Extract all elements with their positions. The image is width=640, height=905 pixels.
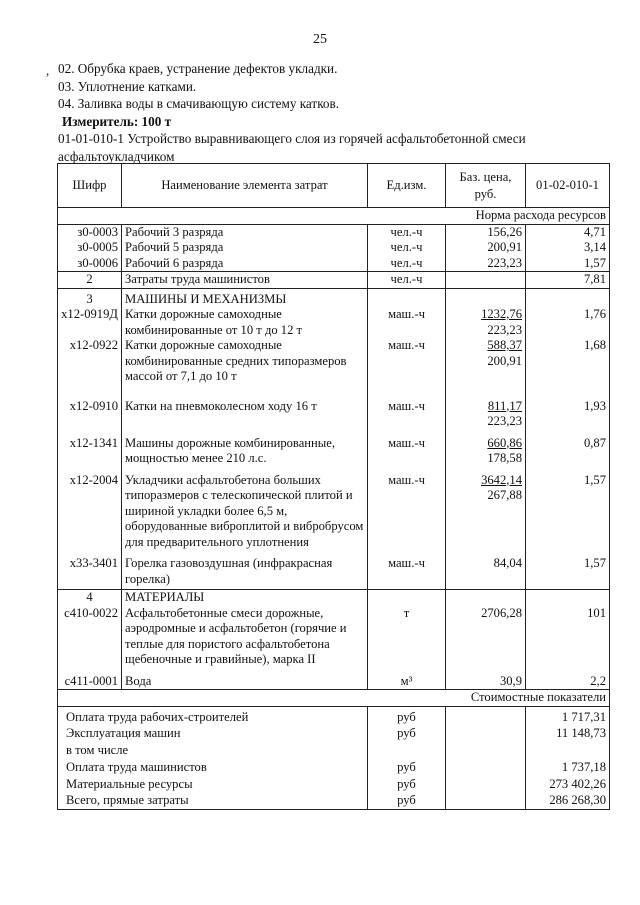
- row-price: [446, 307, 526, 338]
- section-number: 4: [58, 590, 122, 606]
- row-name: Рабочий 5 разряда: [122, 240, 368, 256]
- cost-caption-row: [58, 690, 610, 707]
- norm-caption-row: [58, 208, 610, 225]
- row-price: [446, 385, 526, 430]
- row-unit: маш.-ч: [368, 550, 446, 590]
- row-norm: 1,57: [526, 467, 610, 551]
- row-unit: маш.-ч: [368, 307, 446, 338]
- row-name: Вода: [122, 674, 368, 690]
- total-unit: руб: [368, 759, 446, 776]
- row-name: Рабочий 3 разряда: [122, 224, 368, 240]
- section-title: МАТЕРИАЛЫ: [122, 590, 368, 606]
- row-norm: 3,14: [526, 240, 610, 256]
- total-price: [446, 706, 526, 725]
- row-code: х12-2004: [58, 467, 122, 551]
- intro-line: 02. Обрубка краев, устранение дефектов укладки.: [58, 61, 338, 76]
- total-row: [58, 792, 610, 809]
- total-value: 11 148,73: [526, 725, 610, 742]
- row-name: Затраты труда машинистов: [122, 272, 368, 289]
- table-row: [58, 550, 610, 590]
- section-row-machines: [58, 288, 610, 307]
- row-norm: [526, 288, 610, 307]
- row-price: 84,04: [446, 550, 526, 590]
- row-norm: 101: [526, 606, 610, 674]
- header-code: Шифр: [58, 164, 122, 208]
- section-title: МАШИНЫ И МЕХАНИЗМЫ: [122, 288, 368, 307]
- price-total: 660,86: [487, 435, 522, 450]
- row-unit: чел.-ч: [368, 272, 446, 289]
- row-code: с410-0022: [58, 606, 122, 674]
- intro-block: [58, 60, 618, 165]
- table-row: [58, 674, 610, 690]
- section-number: 3: [58, 288, 122, 307]
- row-norm: 2,2: [526, 674, 610, 690]
- table-row: [58, 256, 610, 272]
- row-unit: маш.-ч: [368, 430, 446, 467]
- row-norm: [526, 590, 610, 606]
- description-line: 01-01-010-1 Устройство выравнивающего слоя из горячей асфальтобетонной смеси: [58, 131, 526, 146]
- total-unit: [368, 742, 446, 759]
- table-row: [58, 224, 610, 240]
- total-price: [446, 759, 526, 776]
- total-name: в том числе: [58, 742, 368, 759]
- row-price: [446, 272, 526, 289]
- row-unit: маш.-ч: [368, 338, 446, 385]
- total-price: [446, 742, 526, 759]
- row-price: [446, 288, 526, 307]
- total-value: 1 717,31: [526, 706, 610, 725]
- row-unit: чел.-ч: [368, 240, 446, 256]
- total-row: [58, 742, 610, 759]
- total-row: [58, 776, 610, 793]
- table-row: [58, 385, 610, 430]
- row-norm: 4,71: [526, 224, 610, 240]
- row-name: Рабочий 6 разряда: [122, 256, 368, 272]
- row-name: Горелка газовоздушная (инфракрасная горелка): [122, 550, 368, 590]
- row-name: Машины дорожные комбинированные, мощностью менее 210 л.с.: [122, 430, 368, 467]
- total-value: 1 737,18: [526, 759, 610, 776]
- row-unit: чел.-ч: [368, 224, 446, 240]
- row-unit: [368, 590, 446, 606]
- header-unit: Ед.изм.: [368, 164, 446, 208]
- total-name: Оплата труда машинистов: [58, 759, 368, 776]
- total-name: Эксплуатация машин: [58, 725, 368, 742]
- row-name: Катки на пневмоколесном ходу 16 т: [122, 385, 368, 430]
- row-name: Катки дорожные самоходные комбинированные от 10 т до 12 т: [122, 307, 368, 338]
- row-name: Укладчики асфальтобетона больших типоразмеров с телескопической плитой и шириной укладки более 6,5 м, оборудованные виброплитой и вибробрусом для предварительного уплотнения: [122, 467, 368, 551]
- row-norm: 0,87: [526, 430, 610, 467]
- total-name: Оплата труда рабочих-строителей: [58, 706, 368, 725]
- machinists-row: [58, 272, 610, 289]
- total-unit: руб: [368, 706, 446, 725]
- price-wages: 267,88: [487, 488, 522, 502]
- intro-line: 03. Уплотнение катками.: [58, 78, 197, 94]
- table-header: [58, 164, 610, 208]
- row-unit: [368, 288, 446, 307]
- price-total: 811,17: [487, 398, 522, 413]
- total-value: 286 268,30: [526, 792, 610, 809]
- total-price: [446, 776, 526, 793]
- norm-caption: Норма расхода ресурсов: [58, 208, 610, 225]
- section-row-materials: [58, 590, 610, 606]
- price-wages: 200,91: [487, 353, 522, 368]
- table-row: [58, 430, 610, 467]
- row-norm: 1,68: [526, 338, 610, 385]
- total-unit: руб: [368, 725, 446, 742]
- total-row: [58, 706, 610, 725]
- row-price: 156,26: [446, 224, 526, 240]
- row-price: 223,23: [446, 256, 526, 272]
- row-price: [446, 467, 526, 551]
- price-wages: 178,58: [487, 451, 522, 465]
- cost-caption: Стоимостные показатели: [58, 690, 610, 707]
- row-name: Катки дорожные самоходные комбинированные средних типоразмеров массой от 7,1 до 10 т: [122, 338, 368, 385]
- row-unit: т: [368, 606, 446, 674]
- margin-mark: ,: [46, 63, 50, 78]
- row-price: 30,9: [446, 674, 526, 690]
- row-code: х12-0922: [58, 338, 122, 385]
- row-price: [446, 338, 526, 385]
- section-number: 2: [58, 272, 122, 289]
- total-value: 273 402,26: [526, 776, 610, 793]
- price-wages: 223,23: [487, 322, 522, 337]
- resource-table: [57, 163, 610, 810]
- total-price: [446, 725, 526, 742]
- total-row: [58, 759, 610, 776]
- description-line: асфальтоукладчиком: [58, 148, 175, 164]
- row-code: х12-1341: [58, 430, 122, 467]
- total-unit: руб: [368, 792, 446, 809]
- table-row: [58, 467, 610, 551]
- intro-line: 04. Заливка воды в смачивающую систему катков.: [58, 96, 340, 111]
- row-code: с411-0001: [58, 674, 122, 690]
- table-row: [58, 307, 610, 338]
- total-unit: руб: [368, 776, 446, 793]
- row-norm: 7,81: [526, 272, 610, 289]
- row-price: 200,91: [446, 240, 526, 256]
- row-code: х12-0919Д: [58, 307, 122, 338]
- price-total: 1232,76: [481, 307, 522, 321]
- header-price: Баз. цена, руб.: [446, 164, 526, 208]
- row-unit: маш.-ч: [368, 385, 446, 430]
- total-price: [446, 792, 526, 809]
- row-name: Асфальтобетонные смеси дорожные, аэродромные и асфальтобетон (горячие и теплые для пористого асфальтобетона щебеночные и гравийные), марка II: [122, 606, 368, 674]
- total-name: Материальные ресурсы: [58, 776, 368, 793]
- row-price: [446, 430, 526, 467]
- page-number: 25: [313, 32, 327, 47]
- total-name: Всего, прямые затраты: [58, 792, 368, 809]
- row-code: з0-0003: [58, 224, 122, 240]
- row-price: 2706,28: [446, 606, 526, 674]
- row-unit: чел.-ч: [368, 256, 446, 272]
- row-code: з0-0005: [58, 240, 122, 256]
- row-code: з0-0006: [58, 256, 122, 272]
- header-name: Наименование элемента затрат: [122, 164, 368, 208]
- row-code: х12-0910: [58, 385, 122, 430]
- table-row: [58, 240, 610, 256]
- row-norm: 1,57: [526, 256, 610, 272]
- price-wages: 223,23: [487, 414, 522, 428]
- row-unit: маш.-ч: [368, 467, 446, 551]
- header-norm: 01-02-010-1: [526, 164, 610, 208]
- row-unit: м³: [368, 674, 446, 690]
- table-row: [58, 338, 610, 385]
- row-code: х33-3401: [58, 550, 122, 590]
- price-total: 588,37: [487, 338, 522, 352]
- total-row: [58, 725, 610, 742]
- row-price: [446, 590, 526, 606]
- price-total: 3642,14: [481, 472, 522, 487]
- table-row: [58, 606, 610, 674]
- row-norm: 1,93: [526, 385, 610, 430]
- total-value: [526, 742, 610, 759]
- row-norm: 1,76: [526, 307, 610, 338]
- measure-line: Измеритель: 100 т: [62, 113, 172, 129]
- row-norm: 1,57: [526, 550, 610, 590]
